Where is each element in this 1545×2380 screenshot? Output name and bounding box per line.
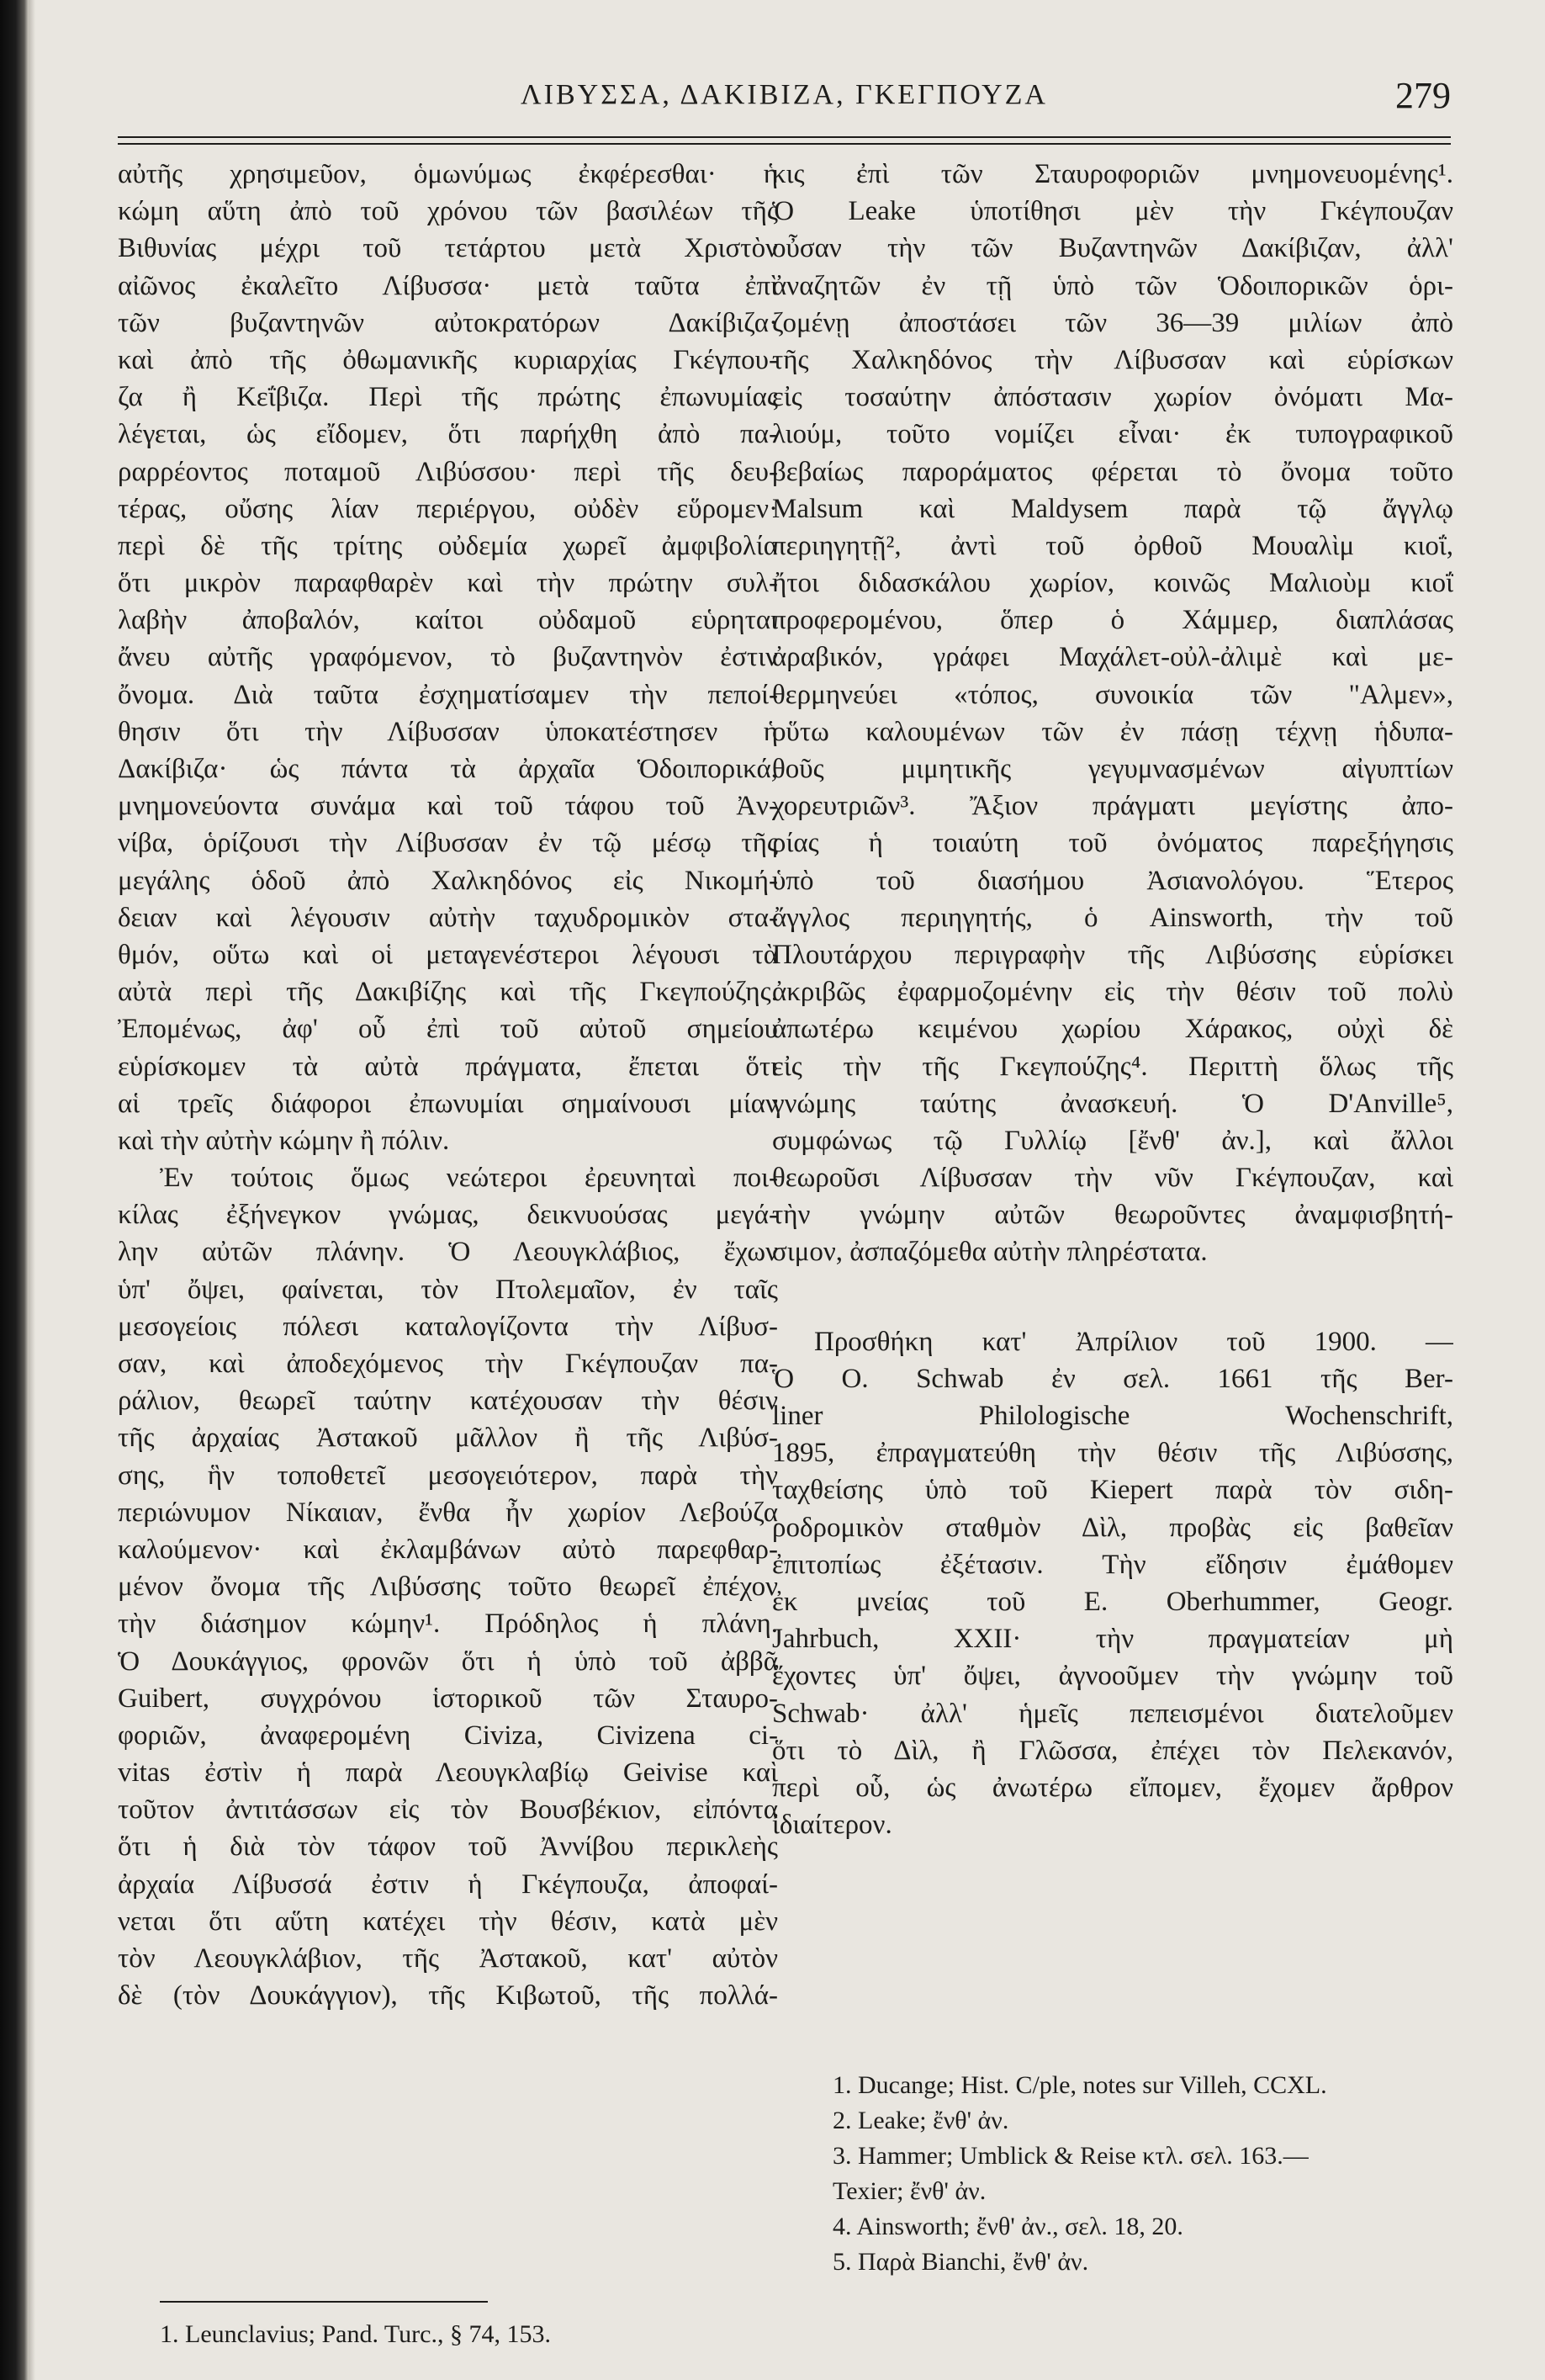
text-line: νίβα, ὁρίζουσι τὴν Λίβυσσαν ἐν τῷ μέσῳ τῆς (118, 828, 778, 859)
text-line: μεγάλης ὁδοῦ ἀπὸ Χαλκηδόνος εἰς Νικομή- (118, 865, 778, 896)
text-line: Βιθυνίας μέχρι τοῦ τετάρτου μετὰ Χριστὸν (118, 233, 778, 264)
footnote: 3. Hammer; Umblick & Reise κτλ. σελ. 163.— (833, 2142, 1309, 2170)
text-line: θερμηνεύει «τόπος, συνοικία τῶν "Αλμεν», (772, 679, 1453, 710)
text-line: περιηγητῇ², ἀντὶ τοῦ ὀρθοῦ Μουαλὶμ κιοΐ, (772, 530, 1453, 561)
text-line: περιώνυμον Νίκαιαν, ἔνθα ἦν χωρίον Λεβούζα (118, 1497, 778, 1528)
footnote: 1. Ducange; Hist. C/ple, notes sur Villeh, CCXL. (833, 2071, 1327, 2099)
text-line: χορευτριῶν³. Ἄξιον πράγματι μεγίστης ἀπο- (772, 791, 1453, 822)
text-line: Ὁ Δουκάγγιος, φρονῶν ὅτι ἡ ὑπὸ τοῦ ἀββᾶ (118, 1646, 778, 1677)
text-line: φοριῶν, ἀναφερομένη Civiza, Civizena ci- (118, 1720, 778, 1751)
text-line: περὶ δὲ τῆς τρίτης οὐδεμία χωρεῖ ἀμφιβολία (118, 530, 778, 561)
text-line: Malsum καὶ Maldysem παρὰ τῷ ἄγγλῳ (772, 493, 1453, 524)
footnote: 4. Ainsworth; ἔνθ' ἀν., σελ. 18, 20. (833, 2213, 1183, 2240)
page-number: 279 (1395, 75, 1451, 116)
paragraph-gap (772, 1271, 1453, 1323)
text-line: ἐπιτοπίως ἐξέτασιν. Τὴν εἴδησιν ἐμάθομεν (772, 1549, 1453, 1580)
text-line: τὴν διάσημον κώμην¹. Πρόδηλος ἡ πλάνη. (118, 1609, 778, 1640)
footnote: 5. Παρὰ Bianchi, ἔνθ' ἀν. (833, 2248, 1089, 2276)
text-line: μεσογείοις πόλεσι καταλογίζοντα τὴν Λίβυσ- (118, 1311, 778, 1342)
text-line: ἀραβικόν, γράφει Μαχάλετ-οὐλ-ἀλιμὲ καὶ με- (772, 642, 1453, 673)
text-line: θοῦς μιμητικῆς γεγυμνασμένων αἰγυπτίων (772, 754, 1453, 784)
text-line: τῶν βυζαντηνῶν αὐτοκρατόρων Δακίβιζα· (118, 307, 778, 338)
text-line: σαν, καὶ ἀποδεχόμενος τὴν Γκέγπουζαν πα- (118, 1349, 778, 1379)
text-line: ὑπ' ὄψει, φαίνεται, τὸν Πτολεμαῖον, ἐν ταῖς (118, 1274, 778, 1305)
text-line: ἤτοι διδασκάλου χωρίον, κοινῶς Μαλιοὺμ κιοΐ (772, 568, 1453, 599)
running-title: ΛΙΒΥΣΣΑ, ΔΑΚΙΒΙΖΑ, ΓΚΕΓΠΟΥΖΑ (520, 79, 1048, 110)
text-line: ραρρέοντος ποταμοῦ Λιβύσσου· περὶ τῆς δευ- (118, 456, 778, 487)
text-line: ροδρομικὸν σταθμὸν Δὶλ, προβὰς εἰς βαθεῖαν (772, 1512, 1453, 1543)
text-line: θεωροῦσι Λίβυσσαν τὴν νῦν Γκέγπουζαν, καὶ (772, 1163, 1453, 1194)
text-line: ὑπὸ τοῦ διασήμου Ἀσιανολόγου. Ἕτερος (772, 865, 1453, 896)
text-line: Guibert, συγχρόνου ἱστορικοῦ τῶν Σταυρο- (118, 1683, 778, 1714)
footnote-continuation: Texier; ἔνθ' ἀν. (833, 2177, 987, 2205)
text-line: ἐκ μνείας τοῦ E. Oberhummer, Geogr. (772, 1586, 1453, 1617)
text-line: τὸν Λεουγκλάβιον, τῆς Ἀστακοῦ, κατ' αὐτὸν (118, 1943, 778, 1974)
book-spine-shadow (0, 0, 29, 2380)
text-line: καὶ τὴν αὐτὴν κώμην ἢ πόλιν. (118, 1125, 450, 1156)
text-line: δειαν καὶ λέγουσιν αὐτὴν ταχυδρομικὸν στα- (118, 902, 778, 933)
text-line: ἔχοντες ὑπ' ὄψει, ἀγνοοῦμεν τὴν γνώμην τοῦ (772, 1661, 1453, 1692)
text-line: σης, ἣν τοποθετεῖ μεσογειότερον, παρὰ τὴν (118, 1460, 778, 1491)
text-line: ἀρχαία Λίβυσσά ἐστιν ἡ Γκέγπουζα, ἀποφαί- (118, 1868, 778, 1900)
text-line: ὅτι μικρὸν παραφθαρὲν καὶ τὴν πρώτην συλ- (118, 568, 778, 599)
text-line: Ἐπομένως, ἀφ' οὗ ἐπὶ τοῦ αὐτοῦ σημείου (118, 1014, 778, 1045)
text-line: liner Philologische Wochenschrift, (772, 1401, 1453, 1431)
header-rule (118, 136, 1451, 138)
text-line: ρίας ἡ τοιαύτη τοῦ ὀνόματος παρεξήγησις (772, 828, 1453, 859)
text-line: μνημονεύοντα συνάμα καὶ τοῦ τάφου τοῦ Ἀν- (118, 791, 778, 822)
text-line: νεται ὅτι αὕτη κατέχει τὴν θέσιν, κατὰ μὲν (118, 1906, 778, 1937)
text-line: ἀπωτέρω κειμένου χωρίου Χάρακος, οὐχὶ δὲ (772, 1014, 1453, 1045)
text-line: αἱ τρεῖς διάφοροι ἐπωνυμίαι σημαίνουσι μίαν (118, 1088, 778, 1119)
text-line: ταχθείσης ὑπὸ τοῦ Kiepert παρὰ τὸν σιδη- (772, 1475, 1453, 1506)
text-line: αὐτὰ περὶ τῆς Δακιβίζης καὶ τῆς Γκεγπούζης. (118, 977, 778, 1008)
text-line: Schwab· ἀλλ' ἡμεῖς πεπεισμένοι διατελοῦμεν (772, 1698, 1453, 1729)
text-line: λαβὴν ἀποβαλόν, καίτοι οὐδαμοῦ εὑρηται (118, 605, 778, 636)
left-text-column (118, 156, 778, 2014)
text-line: Πλουτάρχου περιγραφὴν τῆς Λιβύσσης εὑρίσκει (772, 939, 1453, 970)
text-line: ἀκριβῶς ἐφαρμοζομένην εἰς τὴν θέσιν τοῦ πολὺ (772, 977, 1453, 1008)
text-line: κώμη αὕτη ἀπὸ τοῦ χρόνου τῶν βασιλέων τῆς (118, 196, 778, 227)
text-line: ἀναζητῶν ἐν τῇ ὑπὸ τῶν Ὁδοιπορικῶν ὁρι- (772, 270, 1453, 301)
text-line: 1895, ἐπραγματεύθη τὴν θέσιν τῆς Λιβύσσης, (772, 1438, 1453, 1469)
text-line: κίλας ἐξήνεγκον γνώμας, δεικνυούσας μεγά- (118, 1200, 778, 1231)
text-line: εἰς τὴν τῆς Γκεγπούζης⁴. Περιττὴ ὅλως τῆς (772, 1051, 1453, 1082)
text-line: Προσθήκη κατ' Ἀπρίλιον τοῦ 1900. — (814, 1326, 1453, 1357)
text-line: προφερομένου, ὅπερ ὁ Χάμμερ, διαπλάσας (772, 605, 1453, 636)
text-line: εὑρίσκομεν τὰ αὐτὰ πράγματα, ἔπεται ὅτι (118, 1051, 778, 1082)
footnotes-left (160, 2318, 551, 2351)
text-line: λην αὐτῶν πλάνην. Ὁ Λεουγκλάβιος, ἔχων (118, 1237, 778, 1268)
text-line: συμφώνως τῷ Γυλλίῳ [ἔνθ' ἀν.], καὶ ἄλλοι (772, 1125, 1453, 1156)
footnotes-right (833, 2068, 1327, 2280)
text-line: αἰῶνος ἐκαλεῖτο Λίβυσσα· μετὰ ταῦτα ἐπὶ (118, 270, 778, 301)
footnote: 1. Leunclavius; Pand. Turc., § 74, 153. (160, 2320, 551, 2348)
text-line: ὅτι ἡ διὰ τὸν τάφον τοῦ Ἀννίβου περικλεὴς (118, 1831, 778, 1863)
text-line: λέγεται, ὡς εἴδομεν, ὅτι παρήχθη ἀπὸ πα- (118, 419, 778, 450)
text-line: βεβαίως παροράματος φέρεται τὸ ὄνομα τοῦτο (772, 456, 1453, 487)
header-rule-double (118, 143, 1451, 145)
text-line: καὶ ἀπὸ τῆς ὀθωμανικῆς κυριαρχίας Γκέγπου- (118, 344, 778, 375)
text-line: οὖσαν τὴν τῶν Βυζαντηνῶν Δακίβιζαν, ἀλλ' (772, 233, 1453, 264)
text-line: τοῦτον ἀντιτάσσων εἰς τὸν Βουσβέκιον, εἰπόντα (118, 1794, 778, 1826)
text-line: ζομένῃ ἀποστάσει τῶν 36—39 μιλίων ἀπὸ (772, 307, 1453, 338)
text-line: λιούμ, τοῦτο νομίζει εἶναι· ἐκ τυπογραφικοῦ (772, 419, 1453, 450)
text-line: τῆς Χαλκηδόνος τὴν Λίβυσσαν καὶ εὑρίσκων (772, 344, 1453, 375)
text-line: ζα ἢ Κεΐβιζα. Περὶ τῆς πρώτης ἐπωνυμίας (118, 382, 778, 413)
text-line: vitas ἐστὶν ἡ παρὰ Λεουγκλαβίῳ Geivise καὶ (118, 1757, 778, 1789)
text-line: κις ἐπὶ τῶν Σταυροφοριῶν μνημονευομένης¹. (772, 159, 1453, 189)
text-line: Ὁ O. Schwab ἐν σελ. 1661 τῆς Ber- (772, 1363, 1453, 1394)
text-line: θησιν ὅτι τὴν Λίβυσσαν ὑποκατέστησεν ἡ (118, 716, 778, 747)
text-line: ὄνομα. Διὰ ταῦτα ἐσχηματίσαμεν τὴν πεποί- (118, 679, 778, 710)
text-line: δὲ (τὸν Δουκάγγιον), τῆς Κιβωτοῦ, τῆς πολλά- (118, 1980, 778, 2012)
text-line: Ὁ Leake ὑποτίθησι μὲν τὴν Γκέγπουζαν (772, 196, 1453, 227)
text-line: εἰς τοσαύτην ἀπόστασιν χωρίον ὀνόματι Μα- (772, 382, 1453, 413)
text-line: Δακίβιζα· ὡς πάντα τὰ ἀρχαῖα Ὁδοιπορικά, (118, 754, 778, 784)
text-line: θμόν, οὕτω καὶ οἱ μεταγενέστεροι λέγουσι τὰ (118, 939, 778, 970)
text-line: σιμον, ἀσπαζόμεθα αὐτὴν πληρέστατα. (772, 1237, 1208, 1268)
text-line: καλούμενον· καὶ ἐκλαμβάνων αὐτὸ παρεφθαρ- (118, 1534, 778, 1565)
text-line: μένον ὄνομα τῆς Λιβύσσης τοῦτο θεωρεῖ ἐπέχον (118, 1572, 778, 1603)
text-line: περὶ οὗ, ὡς ἀνωτέρω εἴπομεν, ἔχομεν ἄρθρον (772, 1772, 1453, 1803)
text-line: οὕτω καλουμένων τῶν ἐν πάσῃ τέχνῃ ἡδυπα- (772, 716, 1453, 747)
text-line: ἄνευ αὐτῆς γραφόμενον, τὸ βυζαντηνὸν ἐστιν (118, 642, 778, 673)
footnote: 2. Leake; ἔνθ' ἀν. (833, 2107, 1009, 2134)
running-header (118, 74, 1451, 125)
text-line: τὴν γνώμην αὐτῶν θεωροῦντες ἀναμφισβητή- (772, 1200, 1453, 1231)
right-text-column (772, 156, 1453, 1843)
text-line: αὐτῆς χρησιμεῦον, ὁμωνύμως ἐκφέρεσθαι· ἡ (118, 159, 778, 189)
page-gutter (29, 0, 35, 2380)
text-line: Ἐν τούτοις ὅμως νεώτεροι ἐρευνηταὶ ποι- (160, 1163, 778, 1194)
text-line: τῆς ἀρχαίας Ἀστακοῦ μᾶλλον ἢ τῆς Λιβύσ- (118, 1423, 778, 1454)
text-line: τέρας, οὔσης λίαν περιέργου, οὐδὲν εὕρομεν· (118, 493, 778, 524)
text-line: ὅτι τὸ Δὶλ, ἢ Γλῶσσα, ἐπέχει τὸν Πελεκανόν, (772, 1735, 1453, 1766)
text-line: ἄγγλος περιηγητής, ὁ Ainsworth, τὴν τοῦ (772, 902, 1453, 933)
text-line: Jahrbuch, XXII· τὴν πραγματείαν μὴ (772, 1624, 1453, 1655)
text-line: γνώμης ταύτης ἀνασκευή. Ὁ D'Anville⁵, (772, 1088, 1453, 1119)
text-line: ράλιον, θεωρεῖ ταύτην κατέχουσαν τὴν θέσιν (118, 1386, 778, 1417)
footnote-rule (160, 2301, 488, 2303)
text-line: ἰδιαίτερον. (772, 1810, 892, 1841)
